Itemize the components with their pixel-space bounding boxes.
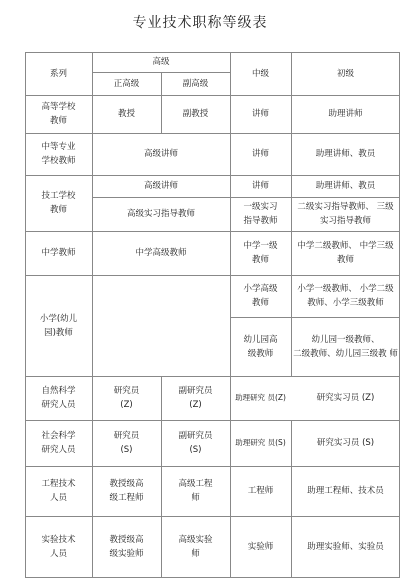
junior-cell: 助理工程师、技术员 <box>307 486 384 496</box>
junior-cell: 助理讲师、教员 <box>315 181 376 191</box>
senior-full-cell: 研究员 (Z) <box>113 386 140 410</box>
row-series-cell: 自然科学 研究人员 <box>41 386 76 410</box>
header-senior: 高级 <box>152 57 170 67</box>
intermediate-cell: 工程师 <box>247 486 274 496</box>
intermediate-cell: 讲师 <box>251 149 269 159</box>
junior-cell: 二级实习指导教师、 三级 实习指导教师 <box>297 202 394 226</box>
intermediate-cell: 讲师 <box>251 109 269 119</box>
junior-cell: 中学二级教师、 中学三级 教师 <box>297 241 394 265</box>
junior-cell: 研究实习员 (Z) <box>316 393 375 403</box>
header-senior-full: 正高级 <box>113 78 140 89</box>
intermediate-cell: 幼儿园高 级教师 <box>243 334 278 359</box>
junior-cell: 幼儿园一级教师、 二级教师、幼儿园三级教 师 <box>293 334 398 359</box>
junior-cell: 研究实习员 (S) <box>316 438 375 448</box>
senior-deputy-cell: 副研究员 (S) <box>178 431 213 455</box>
junior-cell: 小学一级教师、 小学二级 教师、小学三级教师 <box>297 284 394 308</box>
row-series-cell: 技工学校 教师 <box>41 191 76 215</box>
junior-cell: 助理讲师、教员 <box>315 149 376 159</box>
row-series-cell: 社会科学 研究人员 <box>41 431 76 455</box>
senior-full-cell: 教授 <box>117 109 135 119</box>
intermediate-cell: 助理研究 员(Z) <box>235 393 286 402</box>
row-series-cell: 工程技术 人员 <box>41 479 76 503</box>
header-junior: 初级 <box>336 68 354 79</box>
senior-deputy-cell: 高级工程 师 <box>178 479 213 503</box>
header-series: 系列 <box>49 68 67 79</box>
intermediate-cell: 实验师 <box>247 541 274 552</box>
junior-cell: 助理实验师、实验员 <box>307 541 384 552</box>
intermediate-cell: 中学一级 教师 <box>243 241 278 265</box>
senior-deputy-cell: 高级实验 师 <box>178 534 213 559</box>
header-intermediate: 中级 <box>251 68 269 79</box>
senior-deputy-cell: 副教授 <box>182 109 209 119</box>
intermediate-cell: 讲师 <box>251 181 269 191</box>
senior-cell: 高级讲师 <box>143 181 178 191</box>
row-series-cell: 中学教师 <box>41 248 76 258</box>
row-series-cell: 实验技术 人员 <box>41 534 76 559</box>
senior-full-cell: 教授级高 级实验师 <box>109 534 144 559</box>
junior-cell: 助理讲师 <box>328 109 363 119</box>
row-series-cell: 高等学校 教师 <box>41 102 76 126</box>
senior-cell: 高级讲师 <box>143 149 178 159</box>
senior-full-cell: 教授级高 级工程师 <box>109 479 144 503</box>
intermediate-cell: 小学高级 教师 <box>243 284 278 308</box>
page-title: 专业技术职称等级表 <box>132 15 268 31</box>
senior-deputy-cell: 副研究员 (Z) <box>178 386 213 410</box>
row-series-cell: 中等专业 学校教师 <box>41 142 76 166</box>
senior-cell: 中学高级教师 <box>135 248 187 258</box>
intermediate-cell: 一级实习 指导教师 <box>243 202 278 226</box>
header-senior-deputy: 副高级 <box>182 78 209 89</box>
senior-full-cell: 研究员 (S) <box>113 431 140 455</box>
row-series-cell: 小学(幼儿 园)教师 <box>39 313 78 338</box>
intermediate-cell: 助理研究 员(S) <box>235 438 286 447</box>
senior-cell: 高级实习指导教师 <box>126 209 195 219</box>
